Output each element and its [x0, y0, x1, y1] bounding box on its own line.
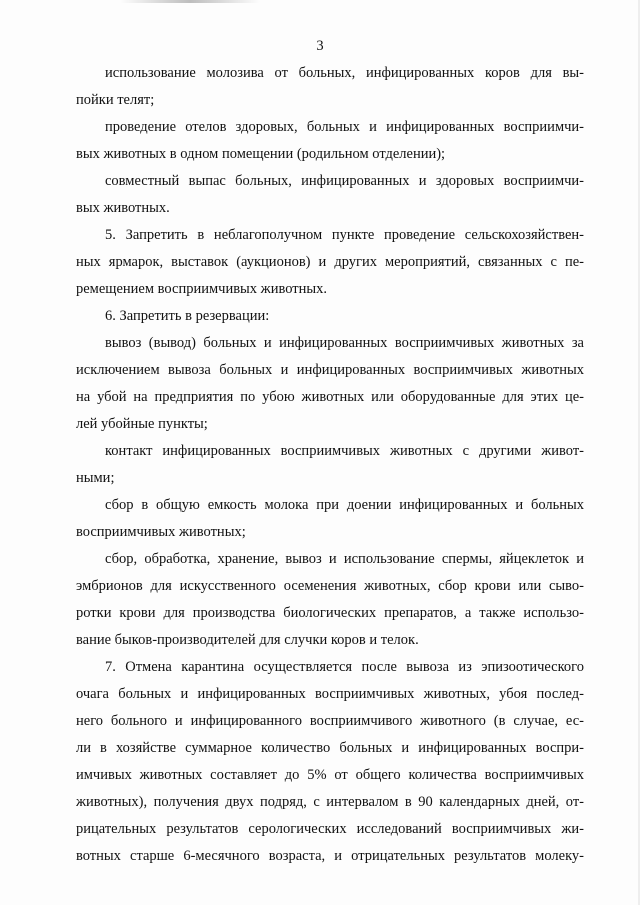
paragraph: [76, 438, 584, 492]
text-line: совместный выпас больных, инфицированных и здоровых восприимчи-: [105, 173, 584, 189]
text-line: очага больных и инфицированных восприимчивых животных, убоя послед-: [76, 686, 584, 702]
paragraph: [76, 654, 584, 870]
text-line: имчивых животных составляет до 5% от общего количества восприимчивых: [76, 767, 584, 783]
text-line: сбор, обработка, хранение, вывоз и использование спермы, яйцеклеток и: [105, 551, 584, 567]
scan-artifact-top: [120, 0, 260, 3]
text-line: ных ярмарок, выставок (аукционов) и других мероприятий, связанных с пе-: [76, 254, 584, 270]
text-line: восприимчивых животных;: [76, 524, 246, 540]
text-line: эмбрионов для искусственного осеменения животных, сбор крови или сыво-: [76, 578, 584, 594]
text-line: вывоз (вывод) больных и инфицированных восприимчивых животных за: [105, 335, 584, 351]
text-line: пойки телят;: [76, 92, 155, 108]
text-line: лей убойные пункты;: [76, 416, 208, 432]
text-line: него больного и инфицированного восприимчивого животного (в случае, ес-: [76, 713, 584, 729]
text-line: исключением вывоза больных и инфицированных восприимчивых животных: [76, 362, 584, 378]
text-line: вых животных.: [76, 200, 170, 216]
text-line: ремещением восприимчивых животных.: [76, 281, 327, 297]
text-line: вых животных в одном помещении (родильном отделении);: [76, 146, 446, 162]
text-line: вотных старше 6-месячного возраста, и отрицательных результатов молеку-: [76, 848, 584, 864]
document-body: [76, 60, 584, 870]
paragraph: [76, 492, 584, 546]
paragraph: [76, 60, 584, 114]
page-number: 3: [316, 38, 324, 54]
text-line: вание быков-производителей для случки коров и телок.: [76, 632, 419, 648]
paragraph: [76, 222, 584, 303]
text-line: 7. Отмена карантина осуществляется после вывоза из эпизоотического: [105, 659, 584, 675]
text-line: 6. Запретить в резервации:: [105, 308, 270, 324]
text-line: ротки крови для производства биологических препаратов, а также использо-: [76, 605, 584, 621]
text-line: ли в хозяйстве суммарное количество больных и инфицированных воспри-: [76, 740, 584, 756]
paragraph: [76, 546, 584, 654]
paragraph: [76, 168, 584, 222]
text-line: сбор в общую емкость молока при доении инфицированных и больных: [105, 497, 584, 513]
text-line: контакт инфицированных восприимчивых животных с другими живот-: [105, 443, 584, 459]
text-line: 5. Запретить в неблагополучном пункте проведение сельскохозяйствен-: [105, 227, 584, 243]
text-line: использование молозива от больных, инфицированных коров для вы-: [105, 65, 584, 81]
text-line: на убой на предприятия по убою животных или оборудованные для этих це-: [76, 389, 584, 405]
text-line: проведение отелов здоровых, больных и инфицированных восприимчи-: [105, 119, 584, 135]
paragraph: [76, 114, 584, 168]
text-line: животных), получения двух подряд, с интервалом в 90 календарных дней, от-: [76, 794, 584, 810]
text-line: рицательных результатов серологических исследований восприимчивых жи-: [76, 821, 584, 837]
paragraph: [76, 303, 584, 330]
paragraph: [76, 330, 584, 438]
text-line: ными;: [76, 470, 115, 486]
